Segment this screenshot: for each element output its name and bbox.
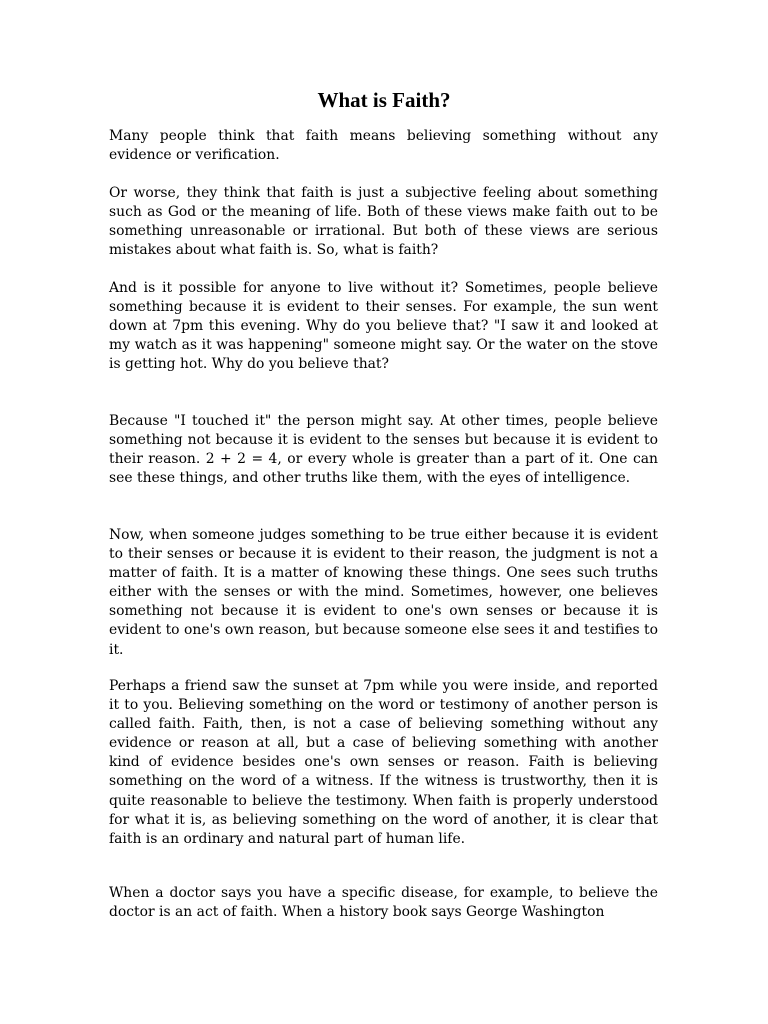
paragraph-1: Many people think that faith means believing something without any evidence or verification.	[109, 128, 658, 164]
paragraph-4: Because "I touched it" the person might say. At other times, people believe something not because it is evident to the senses but because it is evident to their reason. 2 + 2 = 4, or every whole is greater than a part of it. One can see these things, and other truths like them, with the eyes of intelligence.	[109, 413, 658, 487]
paragraph-2: Or worse, they think that faith is just a subjective feeling about something such as God or the meaning of life. Both of these views make faith out to be something unreasonable or irrational. But both of these views are serious mistakes about what faith is. So, what is faith?	[109, 185, 658, 259]
paragraph-3: And is it possible for anyone to live without it? Sometimes, people believe something because it is evident to their senses. For example, the sun went down at 7pm this evening. Why do you believe that? "I saw it and looked at my watch as it was happening" someone might say. Or the water on the stove is getting hot. Why do you believe that?	[109, 280, 658, 373]
paragraph-6: Perhaps a friend saw the sunset at 7pm while you were inside, and reported it to you. Believing something on the word or testimony of another person is called faith. Faith, then, is not a case of believing something without any evidence or reason at all, but a case of believing something with another kind of evidence besides one's own senses or reason. Faith is believing something on the word of a witness. If the witness is trustworthy, then it is quite reasonable to believe the testimony. When faith is properly understood for what it is, as believing something on the word of another, it is clear that faith is an ordinary and natural part of human life.	[109, 678, 658, 847]
paragraph-7: When a doctor says you have a specific disease, for example, to believe the doctor is an act of faith. When a history book says George Washington	[109, 885, 658, 921]
document-title: What is Faith?	[317, 88, 451, 112]
paragraph-5: Now, when someone judges something to be true either because it is evident to their senses or because it is evident to their reason, the judgment is not a matter of faith. It is a matter of knowing these things. One sees such truths either with the senses or with the mind. Sometimes, however, one believes something not because it is evident to one's own senses or because it is evident to one's own reason, but because someone else sees it and testifies to it.	[109, 527, 658, 658]
